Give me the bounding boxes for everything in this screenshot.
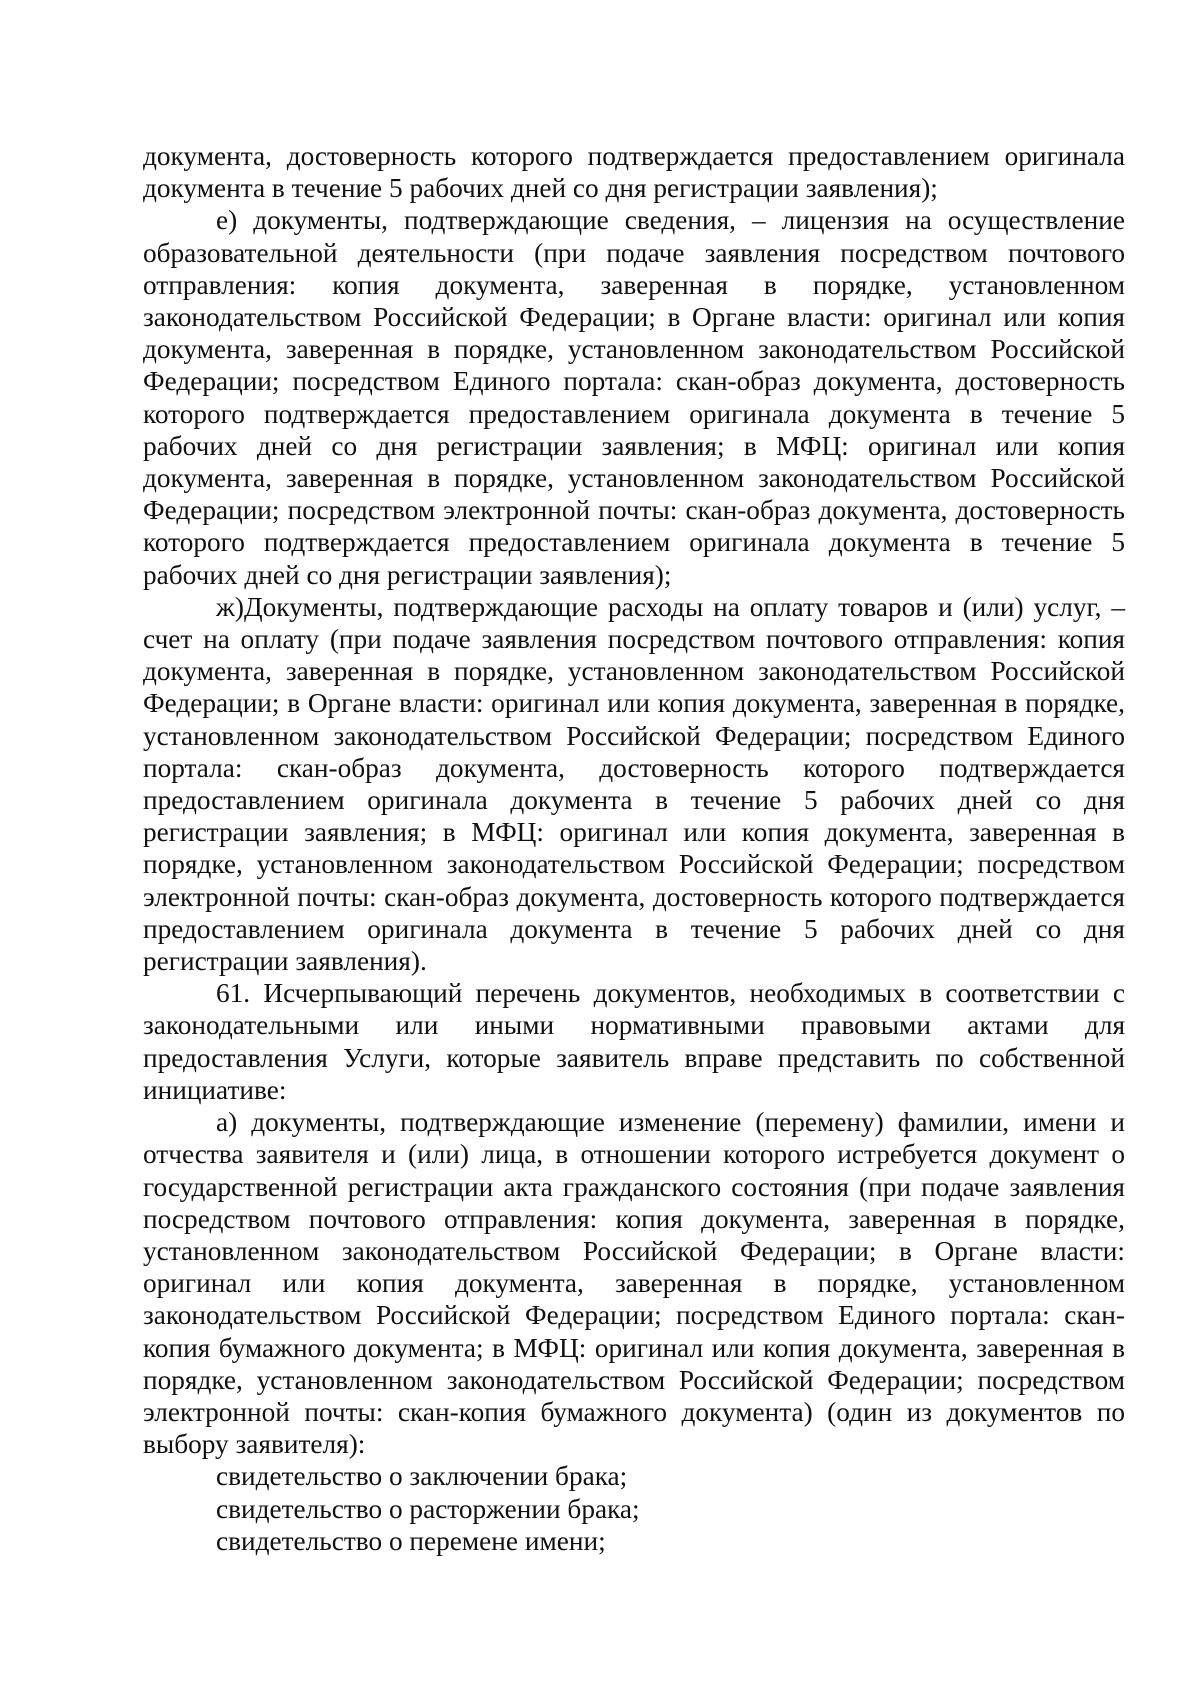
paragraph-continuation: документа, достоверность которого подтверждается предоставлением оригинала документа в течение 5 рабочих дней со дня регистрации заявления);	[143, 141, 1125, 204]
list-item-name-change-certificate: свидетельство о перемене имени;	[216, 1525, 606, 1556]
list-item-divorce-certificate: свидетельство о расторжении брака;	[216, 1493, 640, 1524]
paragraph-item-zh: ж)Документы, подтверждающие расходы на оплату товаров и (или) услуг, – счет на оплату (при подаче заявления посредством почтового отправления: копия документа, заверенная в порядке, установленном законодательством Российской Федерации; в Органе власти: оригинал или копия документа, заверенная в порядке, установленном законодательством Российской Федерации; посредством Единого портала: скан-образ документа, достоверность которого подтверждается предоставлением оригинала документа в течение 5 рабочих дней со дня регистрации заявления; в МФЦ: оригинал или копия документа, заверенная в порядке, установленном законодательством Российской Федерации; посредством электронной почты: скан-образ документа, достоверность которого подтверждается предоставлением оригинала документа в течение 5 рабочих дней со дня регистрации заявления).	[143, 591, 1125, 977]
paragraph-item-a: а) документы, подтверждающие изменение (перемену) фамилии, имени и отчества заявителя и (или) лица, в отношении которого истребуется документ о государственной регистрации акта гражданского состояния (при подаче заявления посредством почтового отправления: копия документа, заверенная в порядке, установленном законодательством Российской Федерации; в Органе власти: оригинал или копия документа, заверенная в порядке, установленном законодательством Российской Федерации; посредством Единого портала: скан-копия бумажного документа; в МФЦ: оригинал или копия документа, заверенная в порядке, установленном законодательством Российской Федерации; посредством электронной почты: скан-копия бумажного документа) (один из документов по выбору заявителя):	[143, 1107, 1125, 1460]
document-page	[143, 140, 1125, 1557]
list-item-marriage-certificate: свидетельство о заключении брака;	[216, 1461, 628, 1492]
paragraph-clause-61: 61. Исчерпывающий перечень документов, необходимых в соответствии с законодательными или иными нормативными правовыми актами для предоставления Услуги, которые заявитель вправе представить по собственной инициативе:	[143, 978, 1125, 1105]
paragraph-item-e: е) документы, подтверждающие сведения, – лицензия на осуществление образовательной деятельности (при подаче заявления посредством почтового отправления: копия документа, заверенная в порядке, установленном законодательством Российской Федерации; в Органе власти: оригинал или копия документа, заверенная в порядке, установленном законодательством Российской Федерации; посредством Единого портала: скан-образ документа, достоверность которого подтверждается предоставлением оригинала документа в течение 5 рабочих дней со дня регистрации заявления; в МФЦ: оригинал или копия документа, заверенная в порядке, установленном законодательством Российской Федерации; посредством электронной почты: скан-образ документа, достоверность которого подтверждается предоставлением оригинала документа в течение 5 рабочих дней со дня регистрации заявления);	[143, 205, 1125, 590]
